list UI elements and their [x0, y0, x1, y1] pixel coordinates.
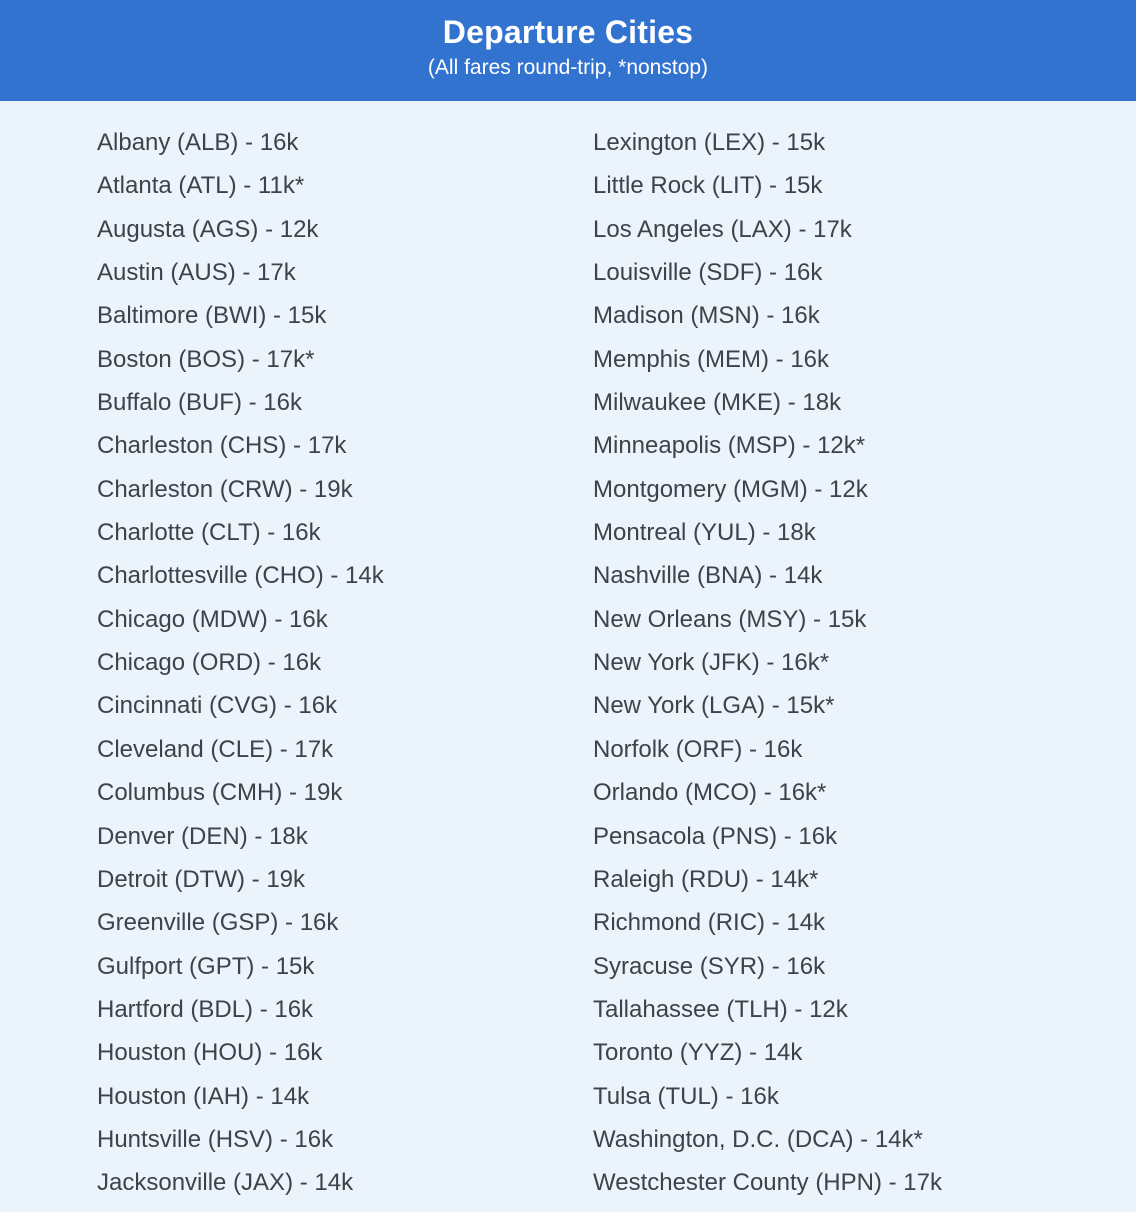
list-item: Austin (AUS) - 17k: [97, 259, 296, 287]
list-item: Madison (MSN) - 16k: [593, 302, 820, 330]
list-item: Gulfport (GPT) - 15k: [97, 952, 315, 980]
list-item: Milwaukee (MKE) - 18k: [593, 389, 842, 417]
list-item: Detroit (DTW) - 19k: [97, 865, 306, 893]
list-item: Lexington (LEX) - 15k: [593, 129, 826, 156]
list-item: Toronto (YYZ) - 14k: [593, 1039, 803, 1067]
list-item: Greenville (GSP) - 16k: [97, 909, 339, 937]
list-item: Augusta (AGS) - 12k: [97, 215, 319, 243]
list-item: New York (JFK) - 16k*: [593, 649, 830, 677]
list-item: Buffalo (BUF) - 16k: [97, 389, 302, 417]
list-item: Atlanta (ATL) - 11k*: [97, 172, 305, 200]
list-item: Louisville (SDF) - 16k: [593, 259, 823, 287]
list-item: New Orleans (MSY) - 15k: [593, 605, 867, 633]
list-item: Montreal (YUL) - 18k: [593, 519, 816, 547]
list-item: Cincinnati (CVG) - 16k: [97, 692, 338, 720]
list-item: Hartford (BDL) - 16k: [97, 995, 314, 1023]
list-item: Richmond (RIC) - 14k: [593, 909, 826, 937]
departure-column-right: [593, 121, 942, 1205]
list-item: Houston (IAH) - 14k: [97, 1082, 310, 1110]
list-item: Minneapolis (MSP) - 12k*: [593, 432, 866, 460]
list-item: Raleigh (RDU) - 14k*: [593, 865, 819, 893]
list-item: Cleveland (CLE) - 17k: [97, 735, 334, 763]
list-item: Syracuse (SYR) - 16k: [593, 952, 826, 980]
list-item: Boston (BOS) - 17k*: [97, 345, 315, 373]
list-item: Huntsville (HSV) - 16k: [97, 1125, 334, 1153]
departure-column-left: [97, 121, 593, 1205]
departure-cities-list: [0, 101, 1136, 1205]
list-item: Tallahassee (TLH) - 12k: [593, 995, 848, 1023]
list-item: Charlotte (CLT) - 16k: [97, 519, 321, 547]
list-item: Houston (HOU) - 16k: [97, 1039, 323, 1067]
list-item: Charleston (CHS) - 17k: [97, 432, 347, 460]
list-item: Chicago (ORD) - 16k: [97, 649, 322, 677]
page-subtitle: (All fares round-trip, *nonstop): [427, 56, 709, 79]
page-title: Departure Cities: [442, 14, 694, 50]
list-item: Pensacola (PNS) - 16k: [593, 822, 838, 850]
list-item: New York (LGA) - 15k*: [593, 692, 835, 720]
list-item: Westchester County (HPN) - 17k: [593, 1169, 942, 1197]
list-item: Orlando (MCO) - 16k*: [593, 779, 827, 807]
list-item: Norfolk (ORF) - 16k: [593, 735, 803, 763]
list-item: Nashville (BNA) - 14k: [593, 562, 823, 590]
list-item: Tulsa (TUL) - 16k: [593, 1082, 779, 1110]
list-item: Los Angeles (LAX) - 17k: [593, 215, 852, 243]
list-item: Baltimore (BWI) - 15k: [97, 302, 327, 330]
list-item: Montgomery (MGM) - 12k: [593, 475, 868, 503]
list-item: Denver (DEN) - 18k: [97, 822, 308, 850]
list-item: Memphis (MEM) - 16k: [593, 345, 830, 373]
list-item: Washington, D.C. (DCA) - 14k*: [593, 1125, 923, 1153]
list-item: Jacksonville (JAX) - 14k: [97, 1169, 354, 1197]
list-item: Columbus (CMH) - 19k: [97, 779, 343, 807]
list-item: Albany (ALB) - 16k: [97, 129, 299, 156]
list-item: Charleston (CRW) - 19k: [97, 475, 353, 503]
list-item: Charlottesville (CHO) - 14k: [97, 562, 384, 590]
list-item: Little Rock (LIT) - 15k: [593, 172, 823, 200]
header-banner: [0, 0, 1136, 101]
list-item: Chicago (MDW) - 16k: [97, 605, 328, 633]
